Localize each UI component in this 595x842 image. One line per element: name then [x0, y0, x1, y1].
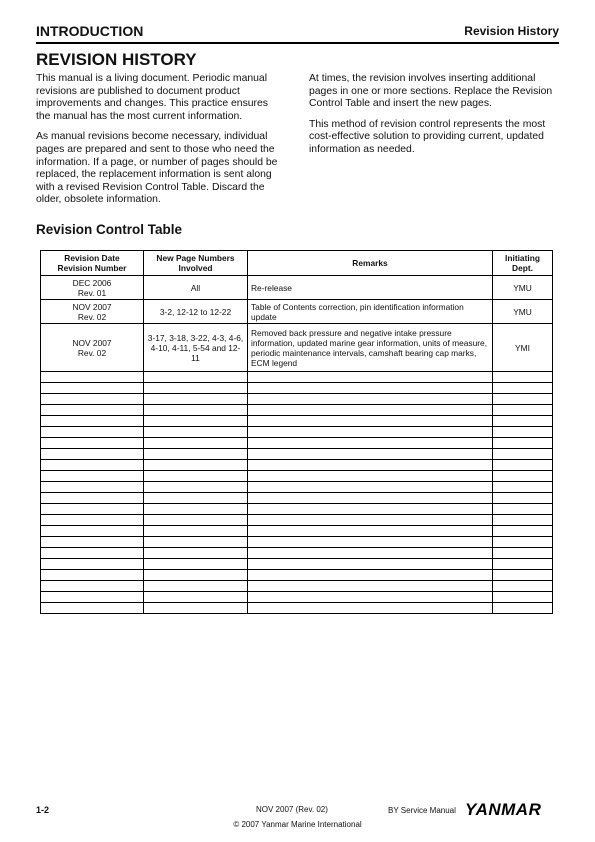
empty-cell — [248, 504, 493, 515]
revision-date-cell: NOV 2007 Rev. 02 — [41, 324, 144, 372]
empty-cell — [493, 394, 553, 405]
page-number: 1-2 — [36, 805, 50, 815]
header-initiating-dept: Initiating Dept. — [493, 251, 553, 276]
revision-date-cell: NOV 2007 Rev. 02 — [41, 300, 144, 324]
empty-cell — [41, 603, 144, 614]
empty-cell — [41, 438, 144, 449]
empty-cell — [41, 559, 144, 570]
empty-cell — [41, 416, 144, 427]
empty-cell — [248, 526, 493, 537]
table-header-row — [41, 251, 553, 276]
empty-cell — [248, 581, 493, 592]
header-remarks: Remarks — [248, 251, 493, 276]
empty-table-row — [41, 383, 553, 394]
empty-cell — [248, 394, 493, 405]
dept-cell: YMU — [493, 276, 553, 300]
empty-cell — [248, 405, 493, 416]
empty-cell — [493, 493, 553, 504]
empty-cell — [248, 482, 493, 493]
empty-cell — [493, 537, 553, 548]
empty-cell — [41, 405, 144, 416]
empty-cell — [248, 449, 493, 460]
header-revision-date: Revision Date Revision Number — [41, 251, 144, 276]
empty-cell — [144, 460, 248, 471]
intro-paragraph: This manual is a living document. Periodic manual revisions are published to document product improvements and changes. This practice ensures the manual has the most current information. — [36, 73, 268, 122]
table-title: Revision Control Table — [36, 222, 183, 237]
empty-cell — [493, 559, 553, 570]
empty-cell — [248, 603, 493, 614]
empty-cell — [144, 504, 248, 515]
empty-cell — [493, 449, 553, 460]
intro-paragraph: As manual revisions become necessary, individual pages are prepared and sent to those who need the information. If a page, or number of pages should be replaced, the replacement information is sent along with a revised Revision Control Table. Discard the older, obsolete information. — [36, 131, 278, 206]
table-row — [41, 300, 553, 324]
table-row — [41, 276, 553, 300]
empty-cell — [493, 383, 553, 394]
empty-cell — [41, 449, 144, 460]
empty-cell — [144, 515, 248, 526]
header-page-numbers: New Page Numbers Involved — [144, 251, 248, 276]
empty-table-row — [41, 438, 553, 449]
remarks-cell: Re-release — [248, 276, 493, 300]
empty-cell — [493, 460, 553, 471]
empty-cell — [493, 581, 553, 592]
empty-cell — [41, 548, 144, 559]
empty-cell — [248, 493, 493, 504]
empty-cell — [144, 394, 248, 405]
empty-cell — [248, 548, 493, 559]
empty-cell — [144, 427, 248, 438]
empty-cell — [248, 383, 493, 394]
pages-cell: 3-17, 3-18, 3-22, 4-3, 4-6, 4-10, 4-11, 5-54 and 12-11 — [144, 324, 248, 372]
empty-table-row — [41, 460, 553, 471]
empty-cell — [493, 372, 553, 383]
empty-cell — [41, 482, 144, 493]
empty-cell — [41, 394, 144, 405]
empty-cell — [144, 482, 248, 493]
empty-cell — [41, 372, 144, 383]
empty-cell — [144, 537, 248, 548]
empty-table-row — [41, 592, 553, 603]
empty-table-row — [41, 493, 553, 504]
empty-cell — [41, 537, 144, 548]
empty-cell — [248, 438, 493, 449]
table-row — [41, 324, 553, 372]
empty-cell — [144, 405, 248, 416]
pages-cell: 3-2, 12-12 to 12-22 — [144, 300, 248, 324]
revision-date-cell: DEC 2006 Rev. 01 — [41, 276, 144, 300]
empty-table-row — [41, 449, 553, 460]
section-title: INTRODUCTION — [36, 23, 144, 39]
empty-cell — [248, 592, 493, 603]
empty-table-row — [41, 504, 553, 515]
yanmar-logo-text: YANMAR — [465, 800, 542, 818]
empty-cell — [41, 526, 144, 537]
empty-table-row — [41, 471, 553, 482]
empty-cell — [493, 438, 553, 449]
empty-table-row — [41, 515, 553, 526]
empty-table-row — [41, 570, 553, 581]
empty-cell — [144, 471, 248, 482]
empty-cell — [144, 548, 248, 559]
empty-table-row — [41, 526, 553, 537]
empty-cell — [248, 471, 493, 482]
subsection-title: Revision History — [464, 24, 559, 38]
empty-cell — [248, 570, 493, 581]
empty-cell — [144, 592, 248, 603]
remarks-cell: Table of Contents correction, pin identification information update — [248, 300, 493, 324]
footer-manual-name: BY Service Manual — [388, 806, 456, 815]
pages-cell: All — [144, 276, 248, 300]
empty-table-row — [41, 537, 553, 548]
revision-control-table — [40, 250, 553, 614]
empty-cell — [493, 405, 553, 416]
empty-cell — [144, 581, 248, 592]
empty-cell — [493, 603, 553, 614]
page-header — [36, 22, 559, 44]
empty-cell — [41, 427, 144, 438]
empty-table-row — [41, 581, 553, 592]
empty-cell — [493, 471, 553, 482]
yanmar-logo — [465, 800, 560, 818]
empty-cell — [144, 449, 248, 460]
intro-paragraph: This method of revision control represents the most cost-effective solution to providing current, updated information as needed. — [309, 118, 546, 155]
empty-cell — [493, 570, 553, 581]
empty-cell — [144, 438, 248, 449]
empty-cell — [41, 493, 144, 504]
empty-table-row — [41, 394, 553, 405]
empty-cell — [41, 581, 144, 592]
empty-cell — [144, 603, 248, 614]
empty-cell — [144, 416, 248, 427]
remarks-cell: Removed back pressure and negative intake pressure information, updated marine gear information, units of measure, periodic maintenance intervals, camshaft bearing cap marks, ECM legend — [248, 324, 493, 372]
empty-table-row — [41, 416, 553, 427]
empty-cell — [493, 427, 553, 438]
empty-cell — [493, 548, 553, 559]
empty-cell — [41, 504, 144, 515]
empty-table-row — [41, 482, 553, 493]
copyright: © 2007 Yanmar Marine International — [233, 820, 362, 829]
empty-table-row — [41, 405, 553, 416]
empty-cell — [248, 515, 493, 526]
empty-cell — [493, 482, 553, 493]
empty-cell — [493, 416, 553, 427]
empty-cell — [144, 526, 248, 537]
empty-cell — [144, 372, 248, 383]
intro-right-column — [309, 73, 557, 165]
empty-cell — [144, 493, 248, 504]
empty-cell — [493, 515, 553, 526]
empty-cell — [144, 570, 248, 581]
empty-cell — [41, 592, 144, 603]
empty-cell — [493, 526, 553, 537]
empty-cell — [248, 427, 493, 438]
empty-table-row — [41, 427, 553, 438]
empty-cell — [41, 460, 144, 471]
empty-cell — [41, 471, 144, 482]
footer-revision-date: NOV 2007 (Rev. 02) — [256, 805, 328, 814]
intro-paragraph: At times, the revision involves inserting additional pages in one or more sections. Replace the Revision Control Table and insert the new pages. — [309, 73, 553, 110]
empty-cell — [41, 383, 144, 394]
empty-cell — [144, 383, 248, 394]
empty-cell — [493, 504, 553, 515]
empty-cell — [248, 460, 493, 471]
empty-cell — [248, 537, 493, 548]
empty-cell — [41, 570, 144, 581]
page-title: REVISION HISTORY — [36, 50, 197, 69]
empty-cell — [248, 559, 493, 570]
empty-cell — [41, 515, 144, 526]
empty-table-row — [41, 603, 553, 614]
empty-table-row — [41, 372, 553, 383]
empty-cell — [144, 559, 248, 570]
dept-cell: YMU — [493, 300, 553, 324]
empty-cell — [493, 592, 553, 603]
empty-cell — [248, 372, 493, 383]
empty-cell — [248, 416, 493, 427]
empty-table-row — [41, 548, 553, 559]
empty-table-row — [41, 559, 553, 570]
intro-left-column — [36, 73, 284, 215]
dept-cell: YMI — [493, 324, 553, 372]
